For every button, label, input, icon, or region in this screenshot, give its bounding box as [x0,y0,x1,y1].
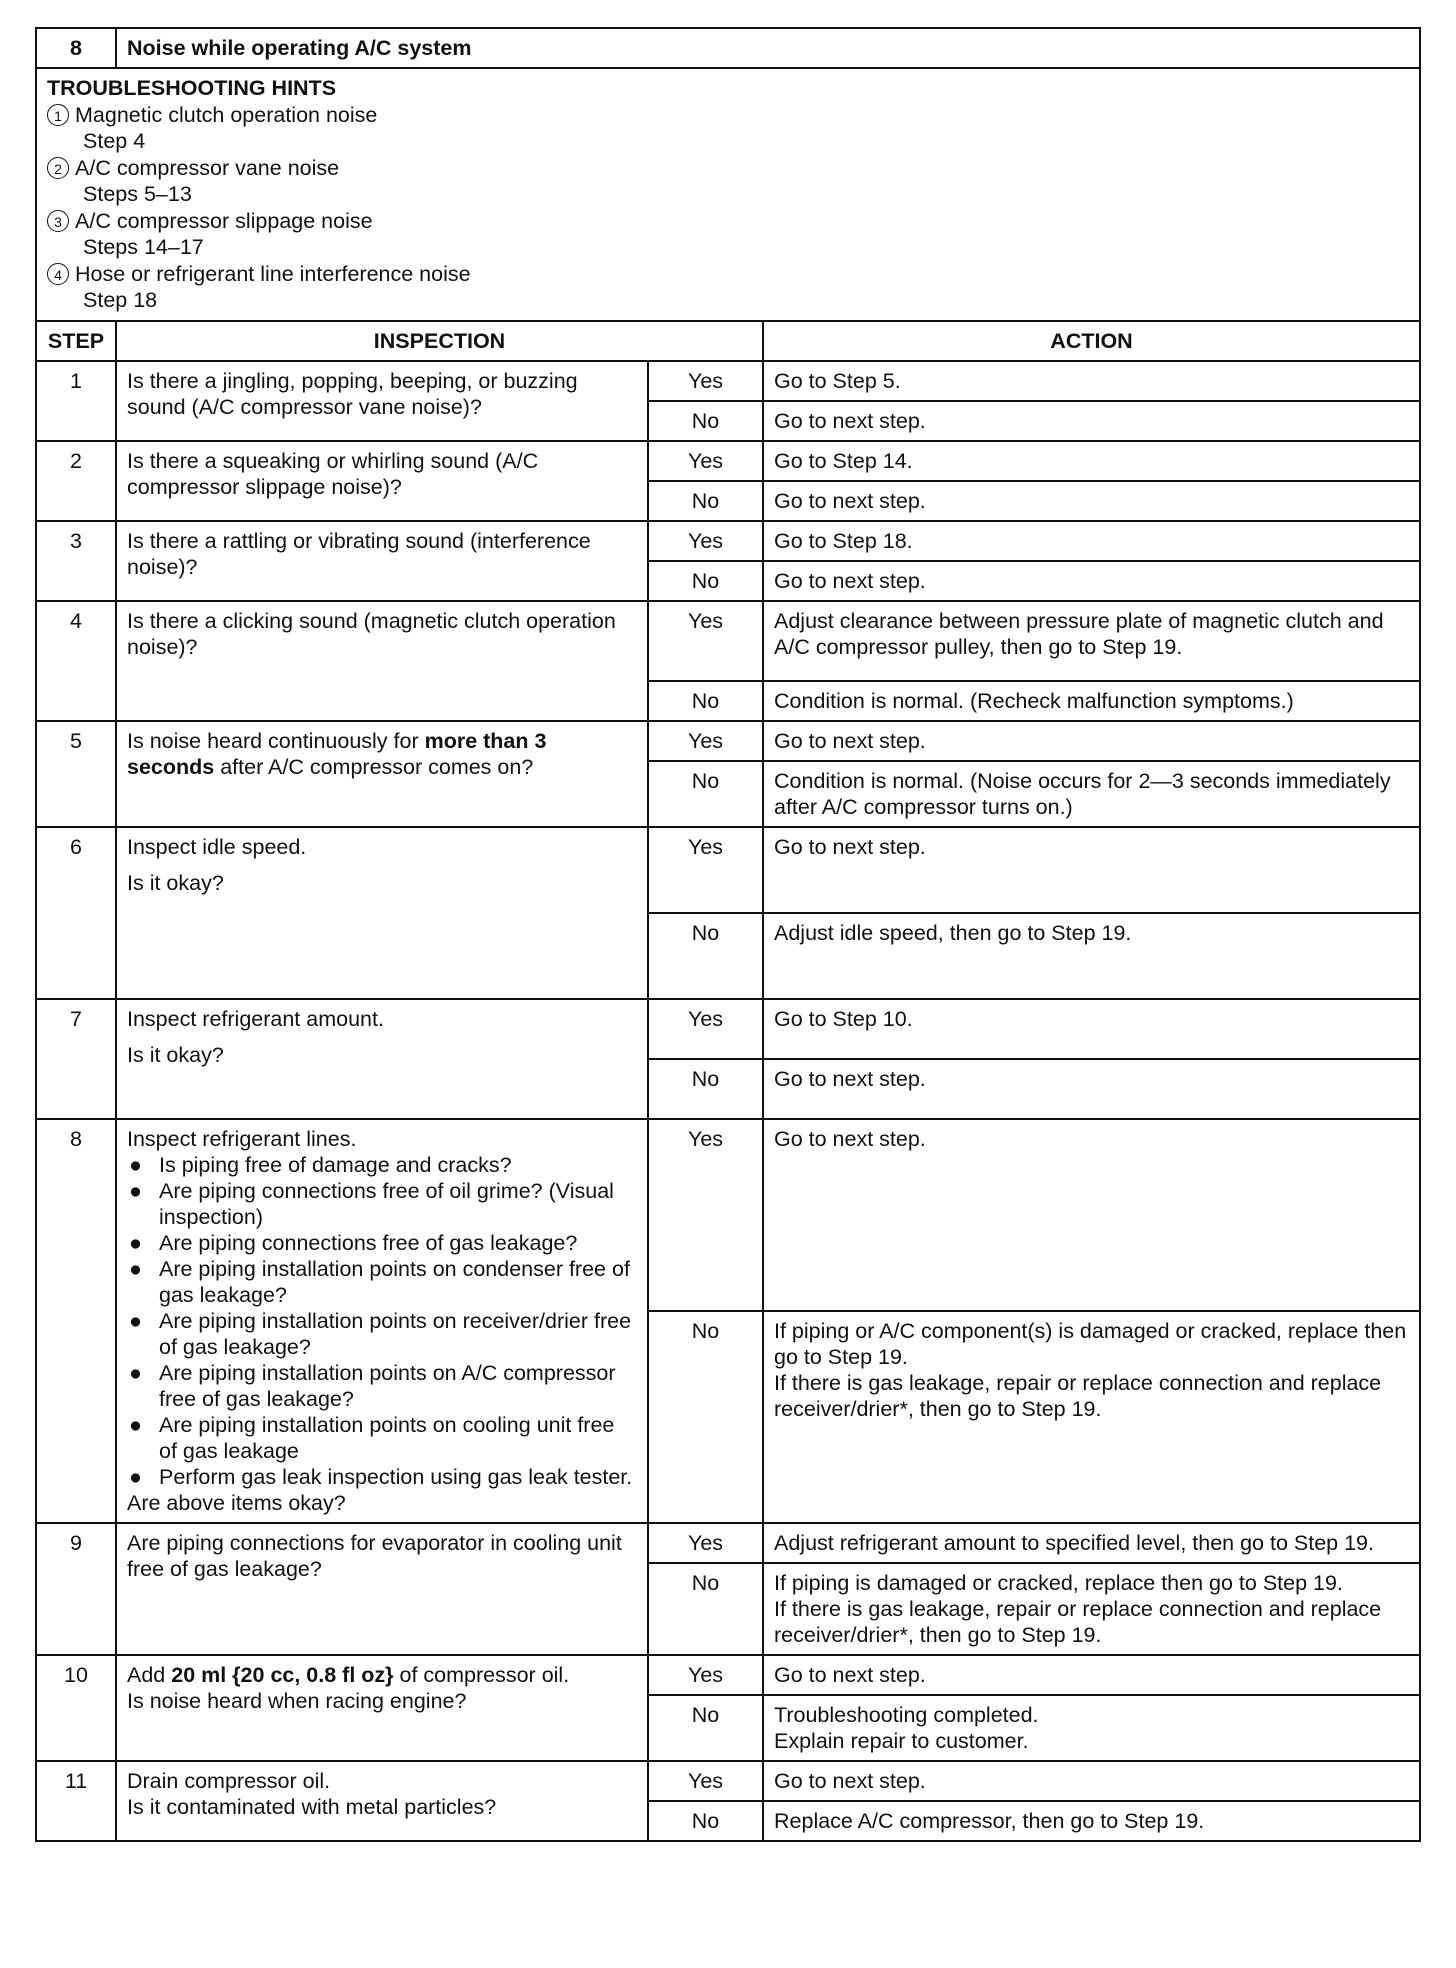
bullet-icon: ● [129,1230,142,1255]
circled-number-icon: 4 [47,263,69,285]
inspection-text: Is there a rattling or vibrating sound (interference noise)? [116,521,648,601]
inspection-text [116,999,648,1119]
table-row [36,361,1420,401]
action-line: If there is gas leakage, repair or replace connection and replace receiver/drier*, then go to Step 19. [774,1596,1382,1647]
table-row [36,1119,1420,1311]
step-number: 10 [36,1655,116,1761]
inspection-text [116,1761,648,1841]
table-row [36,601,1420,681]
table-row [36,721,1420,761]
inspection-question: Is noise heard when racing engine? [127,1688,467,1713]
inspection-text [116,827,648,999]
procedure-title: Noise while operating A/C system [116,28,1420,68]
action-yes: Go to next step. [763,721,1420,761]
inspection-line: Drain compressor oil. [127,1768,331,1793]
inspection-emphasis: 20 ml {20 cc, 0.8 fl oz} [171,1662,394,1687]
table-row [36,999,1420,1059]
action-yes: Go to Step 18. [763,521,1420,561]
answer-no: No [648,681,763,721]
hint-text: Hose or refrigerant line interference noise [75,261,471,286]
action-line: Troubleshooting completed. [774,1702,1039,1727]
hint-steps: Steps 14–17 [83,235,204,259]
step-number: 1 [36,361,116,441]
inspection-line: Inspect idle speed. [127,834,307,859]
bullet-icon: ● [129,1464,142,1489]
inspection-line: Inspect refrigerant amount. [127,1006,384,1031]
answer-no: No [648,1801,763,1841]
inspection-text: Is there a jingling, popping, beeping, or buzzing sound (A/C compressor vane noise)? [116,361,648,441]
action-no [763,1695,1420,1761]
inspection-bullet: ● Are piping installation points on receiver/drier free of gas leakage? [129,1308,632,1359]
action-yes: Go to next step. [763,827,1420,913]
action-no [763,1311,1420,1523]
answer-yes: Yes [648,999,763,1059]
table-row [36,1761,1420,1801]
circled-number-icon: 1 [47,104,69,126]
answer-no: No [648,1059,763,1119]
inspection-bullet: ● Perform gas leak inspection using gas leak tester. [129,1464,633,1489]
action-no: Condition is normal. (Noise occurs for 2—3 seconds immediately after A/C compressor turns on.) [763,761,1420,827]
action-yes: Go to next step. [763,1761,1420,1801]
bullet-icon: ● [129,1308,142,1333]
inspection-text: Are piping connections for evaporator in cooling unit free of gas leakage? [116,1523,648,1655]
procedure-number: 8 [36,28,116,68]
hint-item [47,208,1409,235]
action-no: Adjust idle speed, then go to Step 19. [763,913,1420,999]
hint-item [47,155,1409,182]
action-yes: Adjust refrigerant amount to specified level, then go to Step 19. [763,1523,1420,1563]
inspection-text-part: Is noise heard continuously for [127,728,425,753]
answer-yes: Yes [648,1119,763,1311]
troubleshooting-sheet [35,27,1419,1842]
answer-yes: Yes [648,601,763,681]
answer-yes: Yes [648,1523,763,1563]
circled-number-icon: 3 [47,210,69,232]
inspection-question: Are above items okay? [127,1490,346,1515]
action-no: Go to next step. [763,561,1420,601]
action-yes: Go to Step 5. [763,361,1420,401]
bullet-icon: ● [129,1412,142,1437]
hint-steps: Step 18 [83,288,158,312]
hint-text: A/C compressor vane noise [75,155,340,180]
inspection-text: Is there a squeaking or whirling sound (A/C compressor slippage noise)? [116,441,648,521]
step-number: 11 [36,1761,116,1841]
answer-yes: Yes [648,721,763,761]
inspection-line: Inspect refrigerant lines. [127,1126,357,1151]
troubleshooting-hints [36,68,1420,321]
inspection-text [116,1119,648,1523]
inspection-text: Is there a clicking sound (magnetic clutch operation noise)? [116,601,648,721]
step-number: 2 [36,441,116,521]
answer-yes: Yes [648,1761,763,1801]
answer-no: No [648,561,763,601]
inspection-text-part: after A/C compressor comes on? [214,754,534,779]
bullet-icon: ● [129,1152,142,1177]
hints-title: TROUBLESHOOTING HINTS [47,76,337,100]
table-row [36,441,1420,481]
answer-yes: Yes [648,361,763,401]
action-line: If piping is damaged or cracked, replace then go to Step 19. [774,1570,1343,1595]
bullet-icon: ● [129,1256,142,1281]
step-number: 3 [36,521,116,601]
answer-no: No [648,1695,763,1761]
inspection-text [116,721,648,827]
action-yes: Go to Step 14. [763,441,1420,481]
col-header-inspection: INSPECTION [116,321,763,361]
inspection-emphasis: more than 3 seconds [127,728,547,779]
table-row [36,1523,1420,1563]
step-number: 4 [36,601,116,721]
circled-number-icon: 2 [47,157,69,179]
action-yes: Go to next step. [763,1119,1420,1311]
table-row [36,827,1420,913]
action-yes: Go to next step. [763,1655,1420,1695]
inspection-bullet: ● Are piping installation points on A/C compressor free of gas leakage? [129,1360,616,1411]
action-yes: Adjust clearance between pressure plate of magnetic clutch and A/C compressor pulley, then go to Step 19. [763,601,1420,681]
step-number: 7 [36,999,116,1119]
answer-no: No [648,761,763,827]
answer-yes: Yes [648,1655,763,1695]
col-header-action: ACTION [763,321,1420,361]
hint-steps: Step 4 [83,129,146,153]
answer-no: No [648,481,763,521]
bullet-icon: ● [129,1360,142,1385]
hint-steps: Steps 5–13 [83,182,192,206]
troubleshooting-table [35,27,1421,1842]
inspection-bullet: ● Is piping free of damage and cracks? [129,1152,512,1177]
hints-row [36,68,1420,321]
answer-yes: Yes [648,521,763,561]
col-header-step: STEP [36,321,116,361]
action-no: Go to next step. [763,401,1420,441]
inspection-question: Is it contaminated with metal particles? [127,1794,497,1819]
action-no: Go to next step. [763,481,1420,521]
answer-yes: Yes [648,441,763,481]
bullet-icon: ● [129,1178,142,1203]
header-row [36,28,1420,68]
answer-yes: Yes [648,827,763,913]
inspection-text-part: Add [127,1662,172,1687]
action-no: Replace A/C compressor, then go to Step 19. [763,1801,1420,1841]
inspection-bullet: ● Are piping installation points on condenser free of gas leakage? [129,1256,630,1307]
answer-no: No [648,1563,763,1655]
inspection-bullet: ● Are piping installation points on cooling unit free of gas leakage [129,1412,615,1463]
action-line: If piping or A/C component(s) is damaged or cracked, replace then go to Step 19. [774,1318,1407,1369]
action-line: Explain repair to customer. [774,1728,1029,1753]
answer-no: No [648,401,763,441]
inspection-bullet: ● Are piping connections free of gas leakage? [129,1230,578,1255]
action-no [763,1563,1420,1655]
table-row [36,521,1420,561]
step-number: 5 [36,721,116,827]
hint-text: Magnetic clutch operation noise [75,102,378,127]
answer-no: No [648,913,763,999]
step-number: 6 [36,827,116,999]
inspection-text-part: of compressor oil. [393,1662,570,1687]
action-line: If there is gas leakage, repair or replace connection and replace receiver/drier*, then go to Step 19. [774,1370,1382,1421]
step-number: 8 [36,1119,116,1523]
inspection-text [116,1655,648,1761]
column-header-row [36,321,1420,361]
table-row [36,1655,1420,1695]
action-yes: Go to Step 10. [763,999,1420,1059]
answer-no: No [648,1311,763,1523]
action-no: Go to next step. [763,1059,1420,1119]
hint-item [47,261,1409,288]
inspection-question: Is it okay? [127,870,224,895]
step-number: 9 [36,1523,116,1655]
action-no: Condition is normal. (Recheck malfunction symptoms.) [763,681,1420,721]
hint-item [47,102,1409,129]
inspection-question: Is it okay? [127,1042,224,1067]
hint-text: A/C compressor slippage noise [75,208,373,233]
inspection-bullet: ● Are piping connections free of oil grime? (Visual inspection) [129,1178,614,1229]
